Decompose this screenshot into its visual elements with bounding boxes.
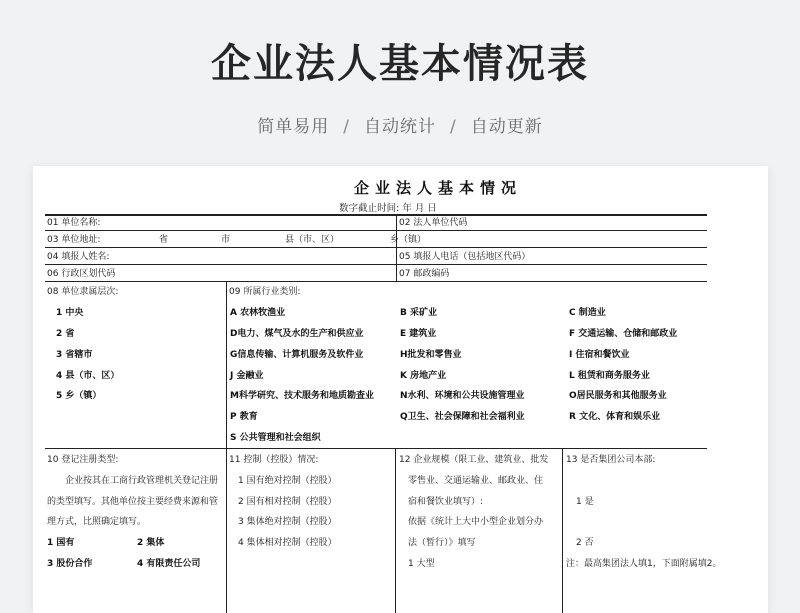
control-header: 11 控制（控股）情况: — [229, 455, 319, 465]
industry-option: J 金融业 — [230, 371, 264, 381]
filler-name-label: 04 填报人姓名: — [47, 252, 110, 262]
rule — [45, 448, 707, 449]
affiliation-option: 1 中央 — [56, 308, 84, 318]
industry-option: C 制造业 — [569, 308, 606, 318]
control-option: 4 集体相对控制（控股） — [238, 538, 337, 548]
divider — [226, 281, 227, 448]
page-title: 企业法人基本情况表 — [211, 41, 589, 87]
rule-top — [45, 214, 707, 216]
registration-desc: 企业按其在工商行政管理机关登记注册 — [65, 476, 219, 486]
scale-option: 1 大型 — [408, 559, 435, 569]
control-option: 1 国有绝对控制（控股） — [238, 476, 337, 486]
registration-option: 3 股份合作 — [47, 559, 93, 569]
industry-option: O居民服务和其他服务业 — [569, 391, 667, 401]
filler-phone-label: 05 填报人电话（包括地区代码） — [399, 252, 531, 262]
industry-header: 09 所属行业类别: — [229, 287, 301, 297]
industry-option: M科学研究、技术服务和地质勘查业 — [230, 391, 374, 401]
tag-separator: / — [450, 117, 457, 137]
form-sheet — [33, 166, 768, 613]
control-option: 3 集体绝对控制（控股） — [238, 517, 337, 527]
affiliation-option: 3 省辖市 — [56, 350, 93, 360]
industry-option: S 公共管理和社会组织 — [230, 433, 321, 443]
form-title: 企业法人基本情况 — [353, 179, 522, 197]
region-code-label: 06 行政区划代码 — [47, 269, 116, 279]
control-option: 2 国有相对控制（控股） — [238, 497, 337, 507]
industry-option: D电力、煤气及水的生产和供应业 — [230, 329, 364, 339]
scale-line: 依据《统计上大中小型企业划分办 — [408, 517, 544, 527]
address-province: 省 — [159, 235, 169, 245]
divider — [395, 448, 396, 613]
industry-option: K 房地产业 — [400, 371, 447, 381]
scale-line: 法（暂行）》填写 — [408, 538, 476, 548]
affiliation-option: 2 省 — [56, 329, 75, 339]
tagline — [0, 112, 800, 137]
industry-option: P 教育 — [230, 412, 258, 422]
industry-option: Q卫生、社会保障和社会福利业 — [400, 412, 525, 422]
registration-desc: 理方式，比照确定填写。 — [47, 517, 147, 527]
industry-option: L 租赁和商务服务业 — [569, 371, 650, 381]
tag-auto-update: 自动更新 — [470, 117, 543, 137]
postal-code-label: 07 邮政编码 — [399, 269, 450, 279]
scale-line: 零售业、交通运输业、邮政业、住 — [408, 476, 544, 486]
registration-option: 4 有限责任公司 — [137, 559, 201, 569]
industry-option: I 住宿和餐饮业 — [569, 350, 630, 360]
tag-easy: 简单易用 — [257, 117, 330, 137]
group-option-yes: 1 是 — [576, 497, 594, 507]
group-header: 13 是否集团公司本部: — [566, 455, 656, 465]
industry-option: G信息传输、计算机服务及软件业 — [230, 350, 364, 360]
industry-option: H批发和零售业 — [400, 350, 462, 360]
industry-option: A 农林牧渔业 — [230, 308, 286, 318]
group-note: 注：最高集团法人填1，下面附属填2。 — [566, 559, 722, 569]
unit-name-label: 01 单位名称: — [47, 218, 101, 228]
address-town: 乡（镇） — [390, 235, 427, 245]
divider — [562, 448, 563, 613]
affiliation-header: 08 单位隶属层次: — [47, 287, 119, 297]
tag-separator: / — [343, 117, 350, 137]
address-label: 03 单位地址: — [47, 235, 101, 245]
cutoff-date: 数字截止时间: 年 月 日 — [339, 203, 437, 214]
registration-option: 2 集体 — [137, 538, 165, 548]
registration-header: 10 登记注册类型: — [47, 455, 119, 465]
rule — [45, 230, 707, 231]
industry-option: R 文化、体育和娱乐业 — [569, 412, 661, 422]
industry-option: F 交通运输、仓储和邮政业 — [569, 329, 678, 339]
address-city: 市 — [221, 235, 231, 245]
scale-header: 12 企业规模（限工业、建筑业、批发 — [399, 455, 549, 465]
affiliation-option: 4 县（市、区） — [56, 371, 120, 381]
registration-desc: 的类型填写。其他单位按主要经费来源和管 — [47, 497, 219, 507]
legal-code-label: 02 法人单位代码 — [399, 218, 468, 228]
rule — [45, 264, 707, 265]
rule — [45, 247, 707, 248]
rule — [45, 281, 707, 282]
industry-option: N水利、环境和公共设施管理业 — [400, 391, 525, 401]
affiliation-option: 5 乡（镇） — [56, 391, 102, 401]
industry-option: E 建筑业 — [400, 329, 437, 339]
registration-option: 1 国有 — [47, 538, 75, 548]
industry-option: B 采矿业 — [400, 308, 437, 318]
address-county: 县（市、区） — [285, 235, 340, 245]
divider — [226, 448, 227, 613]
divider — [396, 214, 397, 281]
tag-auto-stat: 自动统计 — [364, 117, 436, 137]
scale-line: 宿和餐饮业填写）: — [408, 497, 484, 507]
group-option-no: 2 否 — [576, 538, 594, 548]
